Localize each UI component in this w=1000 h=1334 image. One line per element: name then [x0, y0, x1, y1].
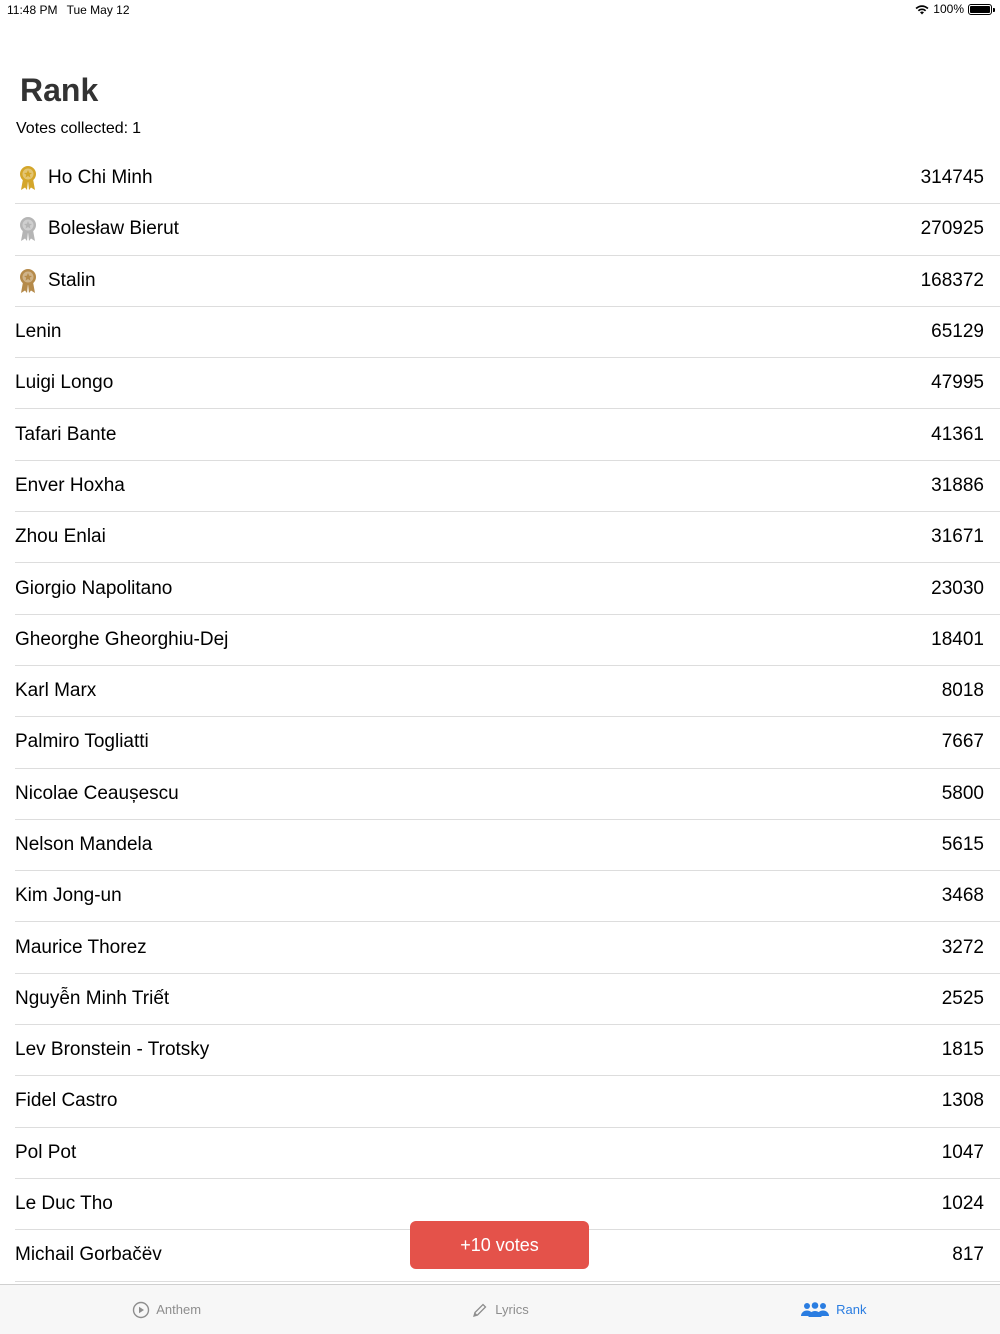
bronze-medal-icon — [16, 267, 40, 295]
page-title: Rank — [20, 72, 99, 108]
rank-votes: 23030 — [931, 577, 984, 599]
rank-name: Luigi Longo — [15, 372, 114, 394]
wifi-icon — [915, 4, 929, 15]
rank-name: Enver Hoxha — [15, 474, 125, 496]
rank-votes: 65129 — [931, 321, 984, 343]
rank-votes: 1308 — [941, 1090, 984, 1112]
votes-collected-count: 1 — [132, 120, 141, 137]
rank-votes: 1047 — [941, 1141, 984, 1163]
votes-collected-label: Votes collected: — [16, 120, 129, 137]
rank-row[interactable] — [15, 1025, 1000, 1076]
rank-row[interactable] — [15, 512, 1000, 563]
rank-votes: 168372 — [920, 269, 984, 291]
rank-row[interactable] — [15, 1076, 1000, 1127]
rank-name: Giorgio Napolitano — [15, 577, 173, 599]
rank-name: Michail Gorbačëv — [15, 1244, 162, 1266]
rank-row[interactable] — [15, 563, 1000, 614]
rank-name: Palmiro Togliatti — [15, 731, 149, 753]
rank-name: Le Duc Tho — [15, 1193, 113, 1215]
rank-row[interactable] — [15, 769, 1000, 820]
rank-name: Gheorghe Gheorghiu-Dej — [15, 628, 229, 650]
rank-votes: 5615 — [941, 834, 984, 855]
rank-name: Lev Bronstein - Trotsky — [15, 1039, 210, 1061]
rank-name: Nguyễn Minh Triết — [15, 987, 170, 1009]
rank-name: Nicolae Ceaușescu — [15, 782, 179, 804]
pen-icon — [471, 1301, 489, 1319]
rank-row[interactable] — [15, 820, 1000, 871]
rank-votes: 7667 — [941, 731, 984, 753]
rank-votes: 817 — [952, 1244, 984, 1266]
rank-votes: 5800 — [941, 782, 984, 804]
rank-name: Karl Marx — [15, 680, 97, 702]
people-icon — [800, 1302, 830, 1318]
rank-name: Lenin — [15, 321, 62, 343]
status-bar — [0, 0, 1000, 22]
battery-icon — [968, 4, 992, 15]
rank-name: Kim Jong-un — [15, 885, 122, 907]
rank-votes: 270925 — [920, 218, 984, 240]
rank-row[interactable] — [15, 666, 1000, 717]
rank-row[interactable] — [15, 1128, 1000, 1179]
rank-row[interactable] — [15, 871, 1000, 922]
status-right — [915, 2, 992, 16]
rank-votes: 2525 — [941, 987, 984, 1009]
rank-name: Maurice Thorez — [15, 936, 147, 958]
rank-votes: 18401 — [931, 628, 984, 650]
rank-name: Nelson Mandela — [15, 834, 153, 855]
status-date: Tue May 12 — [66, 3, 130, 17]
tab-rank-label: Rank — [836, 1302, 867, 1317]
add-votes-button[interactable]: +10 votes — [410, 1221, 589, 1269]
rank-row[interactable] — [15, 256, 1000, 307]
tab-rank[interactable] — [667, 1285, 1000, 1334]
rank-row[interactable] — [15, 615, 1000, 666]
rank-votes: 3468 — [941, 885, 984, 907]
rank-votes: 31886 — [931, 474, 984, 496]
rank-name: Pol Pot — [15, 1141, 77, 1163]
tab-anthem[interactable] — [0, 1285, 333, 1334]
rank-name: Zhou Enlai — [15, 526, 106, 548]
rank-row[interactable] — [15, 409, 1000, 460]
rank-row[interactable] — [15, 717, 1000, 768]
status-time: 11:48 PM — [7, 3, 58, 17]
rank-votes: 1024 — [941, 1193, 984, 1215]
play-circle-icon — [132, 1301, 150, 1319]
rank-row[interactable] — [15, 307, 1000, 358]
rank-name: Fidel Castro — [15, 1090, 118, 1112]
rank-votes: 8018 — [941, 680, 984, 702]
gold-medal-icon — [16, 164, 40, 192]
rank-votes: 3272 — [941, 936, 984, 958]
tab-lyrics[interactable] — [333, 1285, 666, 1334]
rank-row[interactable] — [15, 922, 1000, 973]
rank-votes: 47995 — [931, 372, 984, 394]
tab-bar — [0, 1284, 1000, 1334]
rank-name: Stalin — [48, 269, 96, 291]
status-left — [7, 3, 136, 17]
rank-row[interactable] — [15, 358, 1000, 409]
rank-row[interactable] — [15, 461, 1000, 512]
rank-votes: 314745 — [920, 167, 984, 189]
silver-medal-icon — [16, 215, 40, 243]
rank-row[interactable] — [15, 204, 1000, 255]
tab-lyrics-label: Lyrics — [495, 1302, 529, 1317]
rank-name: Tafari Bante — [15, 423, 117, 445]
battery-percent: 100% — [933, 2, 964, 16]
rank-votes: 41361 — [931, 423, 984, 445]
rank-votes: 31671 — [931, 526, 984, 548]
rank-row[interactable] — [15, 153, 1000, 204]
rank-list[interactable] — [15, 153, 1000, 1282]
tab-anthem-label: Anthem — [156, 1302, 202, 1317]
rank-name: Bolesław Bierut — [48, 218, 179, 240]
rank-votes: 1815 — [941, 1039, 984, 1061]
votes-collected — [16, 120, 145, 138]
rank-row[interactable] — [15, 974, 1000, 1025]
rank-name: Ho Chi Minh — [48, 167, 153, 189]
